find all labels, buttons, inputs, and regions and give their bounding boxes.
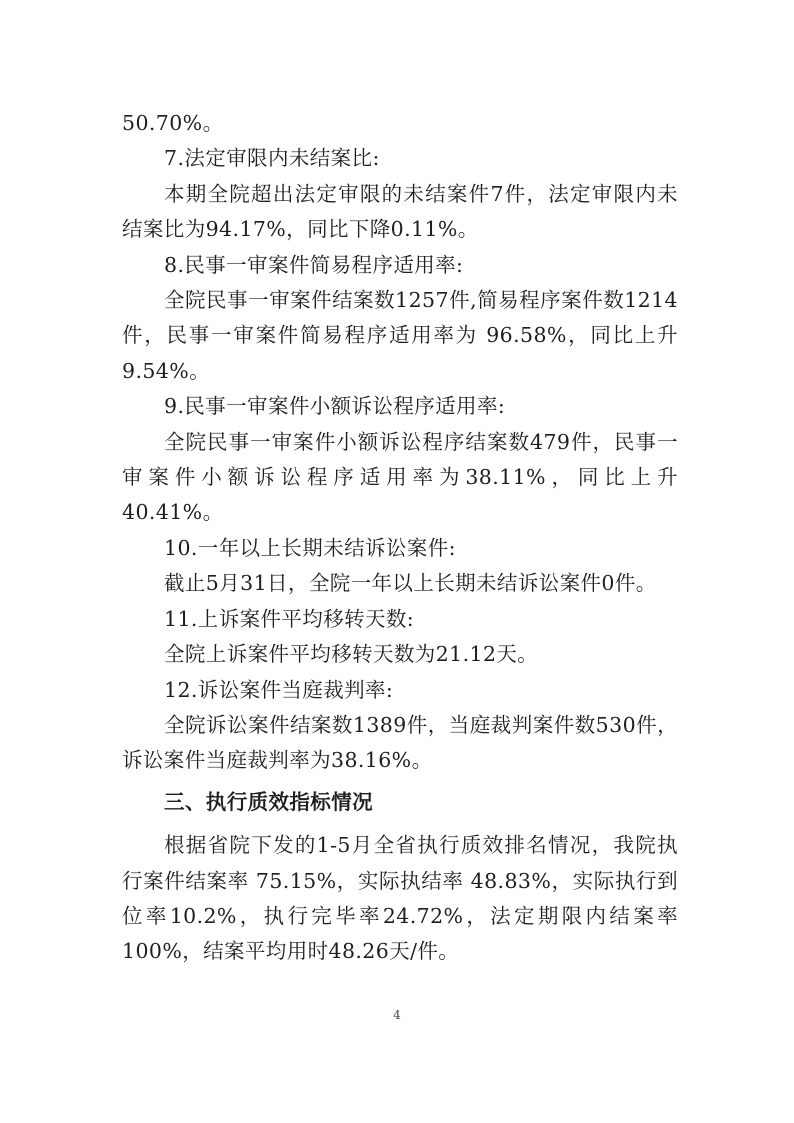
paragraph: 根据省院下发的1-5月全省执行质效排名情况，我院执行案件结案率 75.15%，实际执结率 48.83%，实际执行到位率10.2%，执行完毕率24.72%，法定期限内结案率100%，结案平均用时48.26天/件。 <box>122 833 678 964</box>
section-heading: 三、执行质效指标情况 <box>164 789 373 814</box>
paragraph: 本期全院超出法定审限的未结案件7件，法定审限内未结案比为94.17%，同比下降0.11%。 <box>122 181 678 242</box>
list-item-heading: 10.一年以上长期未结诉讼案件: <box>164 535 456 560</box>
paragraph: 50.70%。 <box>122 111 224 135</box>
body-text <box>122 106 678 970</box>
list-item-heading: 8.民事一审案件简易程序适用率: <box>164 252 464 277</box>
paragraph: 截止5月31日，全院一年以上长期未结诉讼案件0件。 <box>164 571 657 596</box>
list-item-heading: 12.诉讼案件当庭裁判率: <box>164 677 394 702</box>
paragraph: 全院诉讼案件结案数1389件，当庭裁判案件数530件，诉讼案件当庭裁判率为38.16%。 <box>122 712 678 773</box>
paragraph: 全院民事一审案件小额诉讼程序结案数479件，民事一审案件小额诉讼程序适用率为38.11%，同比上升40.41%。 <box>122 429 678 525</box>
paragraph: 全院上诉案件平均移转天数为21.12天。 <box>164 642 539 667</box>
page-number: 4 <box>393 1008 401 1022</box>
paragraph: 全院民事一审案件结案数1257件,简易程序案件数1214件，民事一审案件简易程序适用率为 96.58%，同比上升9.54%。 <box>122 288 678 383</box>
list-item-heading: 7.法定审限内未结案比: <box>164 146 380 171</box>
list-item-heading: 11.上诉案件平均移转天数: <box>164 606 415 631</box>
list-item-heading: 9.民事一审案件小额诉讼程序适用率: <box>164 394 506 419</box>
